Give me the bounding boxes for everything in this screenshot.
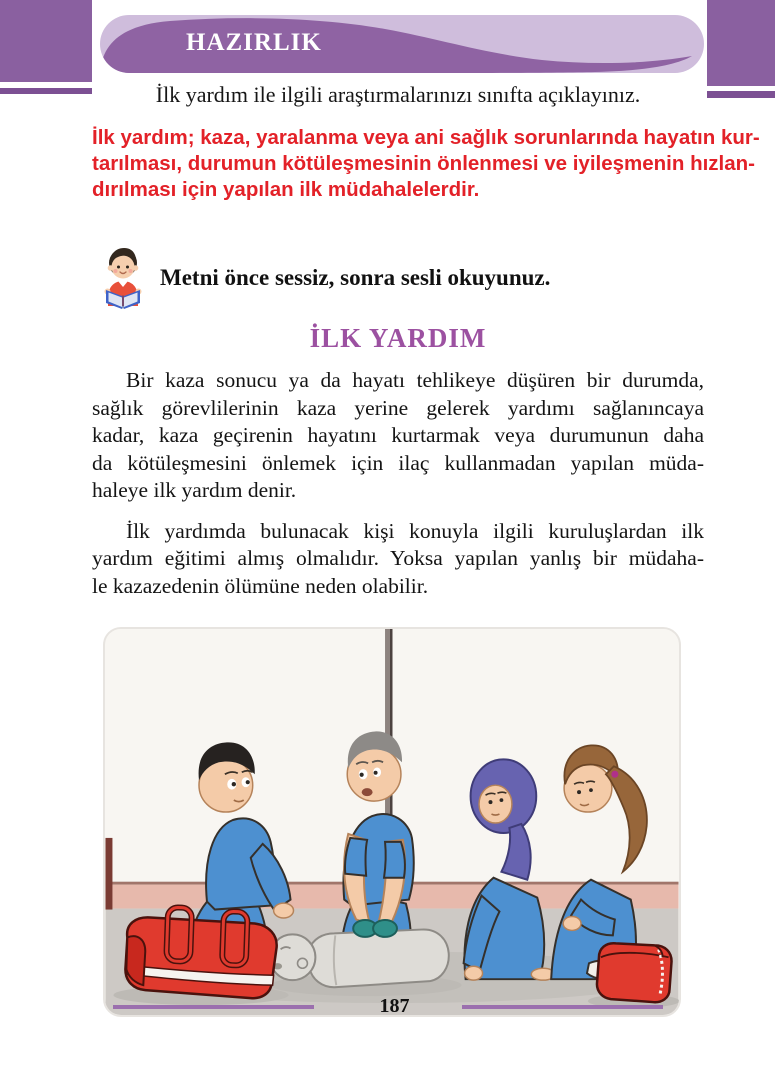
- top-left-accent-block: [0, 0, 92, 82]
- paragraph-line: yardım eğitimi almış olmalıdır. Yoksa yapılan yanlış bir müdaha-: [92, 546, 704, 570]
- paragraph-line: İlk yardımda bulunacak kişi konuyla ilgili kuruluşlardan ilk: [126, 518, 704, 543]
- paragraph-line: haleye ilk yardım denir.: [92, 478, 297, 502]
- page-content: [92, 0, 760, 1017]
- child-reading-book-icon: [98, 246, 148, 310]
- instruction-text: Metni önce sessiz, sonra sesli okuyunuz.: [160, 265, 551, 290]
- paragraph-line: Bir kaza sonucu ya da hayatı tehlikeye düşüren bir durumda,: [126, 368, 704, 392]
- first-aid-training-illustration: [103, 627, 681, 1017]
- hazirlik-badge: [100, 15, 704, 73]
- section-title: İLK YARDIM: [309, 323, 487, 353]
- definition-line: tarılması, durumun kötüleşmesinin önlenmesi ve iyileşmenin hızlan-: [92, 152, 756, 175]
- paragraph-line: le kazazedenin ölümüne neden olabilir.: [92, 573, 429, 598]
- definition-line: dırılması için yapılan ilk müdahalelerdir.: [92, 178, 480, 201]
- left-door-edge: [105, 838, 112, 910]
- body-paragraph-2: [92, 518, 704, 601]
- reading-instruction: [92, 246, 704, 310]
- top-right-accent-block: [707, 0, 775, 86]
- cpr-mannequin: [270, 929, 462, 996]
- paragraph-line: da kötüleşmesini önlemek için ilaç kullanmadan yapılan müda-: [92, 450, 704, 475]
- footer-line-right: [462, 1005, 663, 1009]
- first-aid-definition: [92, 125, 760, 203]
- top-right-accent-line: [707, 91, 775, 98]
- prep-sentence: İlk yardım ile ilgili araştırmalarınızı sınıfta açıklayınız.: [155, 82, 641, 107]
- paragraph-line: sağlık görevlilerinin kaza yerine gelerek yardımı sağlanıncaya: [92, 395, 704, 420]
- definition-line: İlk yardım; kaza, yaralanma veya ani sağlık sorunlarında hayatın kur-: [92, 126, 760, 149]
- footer-line-left: [113, 1005, 314, 1009]
- illustration-scene: [105, 629, 679, 1015]
- paragraph-line: kadar, kaza geçirenin hayatını kurtarmak veya durumunun daha: [92, 423, 704, 447]
- top-left-accent-line: [0, 88, 92, 94]
- badge-label: HAZIRLIK: [186, 28, 322, 56]
- page-number: 187: [379, 995, 410, 1017]
- body-paragraph-1: [92, 367, 704, 505]
- page-footer: [0, 995, 775, 1018]
